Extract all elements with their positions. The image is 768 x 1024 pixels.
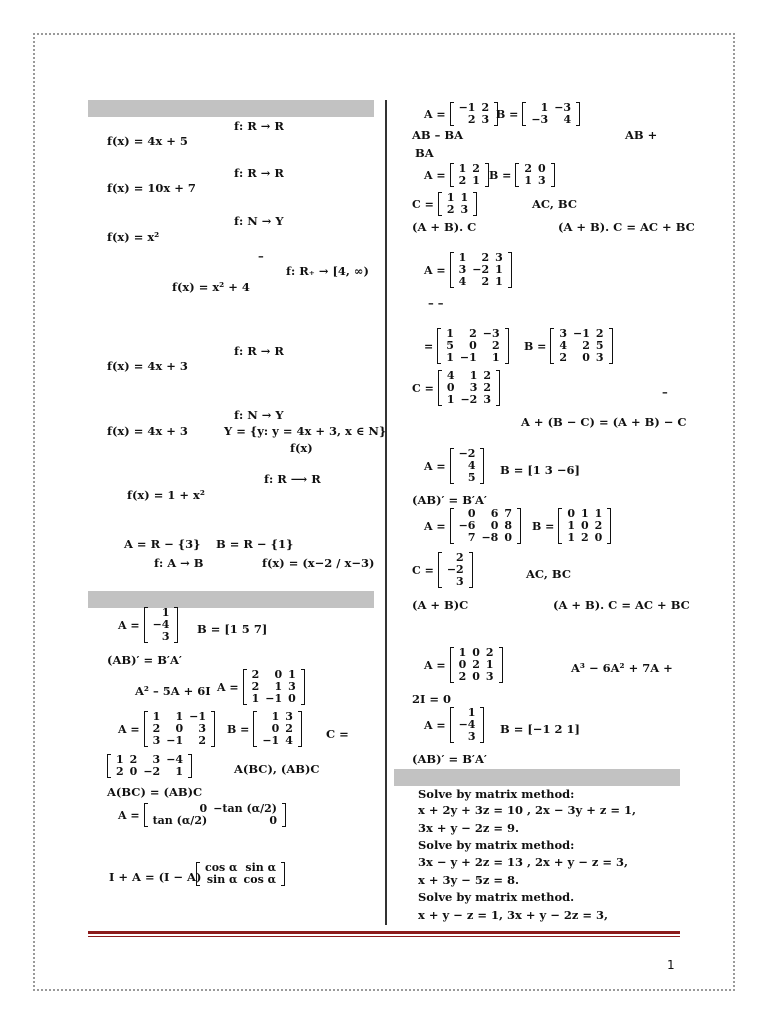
matrix-cell: −2 — [458, 447, 476, 460]
matrix-cell: 3 — [458, 263, 467, 276]
matrix-cell: 0 — [271, 722, 280, 735]
matrix-cell: 5 — [467, 471, 476, 484]
math-line: AB + — [625, 128, 658, 142]
matrix-cell: 1 — [161, 606, 170, 619]
matrix-cell: 2 — [524, 162, 532, 175]
matrix-cell: 1 — [495, 263, 503, 276]
left-bracket — [144, 803, 148, 827]
matrix-cell: 1 — [116, 753, 124, 766]
matrix-cell: tan (α/2) — [152, 814, 208, 827]
matrix-cell: 2 — [198, 734, 206, 747]
matrix-cell: 1 — [460, 191, 469, 204]
math-line: B = [1 3 −6] — [500, 463, 580, 477]
matrix-cell: −2 — [446, 563, 464, 576]
matrix-cell: 1 — [274, 680, 283, 693]
matrix-cell: 1 — [594, 507, 603, 520]
matrix-cell: 1 — [467, 706, 476, 719]
matrix-cell: −2 — [143, 765, 161, 778]
right-bracket — [282, 803, 286, 827]
math-line: AC, BC — [532, 197, 577, 211]
math-line: Solve by matrix method: — [418, 838, 575, 852]
math-line: 3x + y − 2z = 9. — [418, 821, 520, 835]
right-bracket — [576, 102, 580, 126]
matrix — [524, 328, 613, 364]
matrix-cell: −4 — [166, 753, 184, 766]
matrix-cell: 3 — [198, 722, 206, 735]
matrix-cell: 0 — [582, 351, 590, 364]
left-bracket — [437, 328, 441, 364]
matrix-cell: 0 — [490, 519, 499, 532]
matrix-cell: 1 — [271, 710, 280, 723]
math-line: f(x) = 4x + 3 — [107, 359, 188, 373]
matrix-cell: 0 — [458, 658, 467, 671]
page-number: 1 — [667, 958, 675, 972]
matrix-cell: −1 — [459, 351, 477, 364]
matrix-cell: 2 — [582, 339, 590, 352]
left-bracket — [450, 163, 454, 187]
right-bracket — [551, 163, 555, 187]
matrix-cell: 1 — [524, 174, 532, 187]
matrix — [424, 328, 509, 364]
matrix — [424, 102, 498, 126]
matrix-cell: 3 — [161, 630, 170, 643]
matrix-cell: 3 — [285, 710, 293, 723]
left-bracket — [550, 328, 554, 364]
matrix-cell: 1 — [251, 692, 260, 705]
math-line: C = — [326, 727, 349, 741]
matrix-label: A = — [217, 680, 239, 694]
matrix-cell: 1 — [446, 351, 454, 364]
matrix — [424, 508, 521, 544]
left-bracket — [144, 711, 148, 747]
matrix-cell: 2 — [481, 275, 490, 288]
matrix — [496, 102, 580, 126]
matrix-label: B = — [532, 519, 555, 533]
matrix-cell: 5 — [446, 339, 454, 352]
math-line: B = [1 5 7] — [197, 622, 268, 636]
matrix — [107, 754, 192, 778]
matrix-cell: 0 — [199, 802, 208, 815]
matrix-cell: 0 — [472, 646, 480, 659]
matrix-cell: 0 — [504, 531, 512, 544]
math-line: f: N → Y — [234, 214, 284, 228]
matrix-cell: 1 — [446, 191, 455, 204]
matrix-cell: 2 — [481, 251, 490, 264]
math-line: Solve by matrix method. — [418, 890, 575, 904]
matrix-cell: 1 — [458, 646, 467, 659]
matrix-cell: 3 — [595, 351, 604, 364]
left-bracket — [243, 669, 247, 705]
math-line: f(x) — [290, 441, 313, 455]
matrix — [424, 163, 489, 187]
right-bracket — [505, 328, 509, 364]
matrix-cell: 3 — [559, 327, 567, 340]
matrix-cell: 4 — [285, 734, 293, 747]
right-bracket — [211, 711, 215, 747]
matrix-label: A = — [118, 722, 140, 736]
matrix-cell: 4 — [467, 459, 476, 472]
matrix-cell: 4 — [446, 369, 455, 382]
math-line: f(x) = 4x + 5 — [107, 134, 188, 148]
math-line: f: A → B — [154, 556, 204, 570]
matrix-cell: 2 — [446, 203, 455, 216]
left-bracket — [438, 370, 442, 406]
matrix-cell: −3 — [554, 101, 572, 114]
matrix-cell: 3 — [469, 381, 478, 394]
matrix-cell: −2 — [460, 393, 478, 406]
page-border — [33, 33, 735, 991]
matrix-cell: 3 — [467, 730, 476, 743]
matrix-label: B = — [489, 168, 512, 182]
matrix-cell: 2 — [458, 174, 467, 187]
left-bracket — [450, 448, 454, 484]
left-bracket — [515, 163, 519, 187]
math-line: f: R → R — [234, 344, 284, 358]
matrix-cell: 2 — [469, 327, 477, 340]
matrix-cell: 5 — [595, 339, 604, 352]
matrix — [118, 711, 215, 747]
math-line: Y = {y: y = 4x + 3, x ∈ N} — [224, 424, 387, 438]
matrix-cell: 1 — [458, 251, 467, 264]
matrix-cell: 0 — [472, 670, 480, 683]
right-bracket — [609, 328, 613, 364]
matrix-cell: 4 — [458, 275, 467, 288]
math-line: – — [662, 385, 668, 399]
matrix-cell: 2 — [481, 101, 490, 114]
matrix-cell: 0 — [594, 531, 603, 544]
math-line: A(BC), (AB)C — [234, 762, 320, 776]
math-line: A = R − {3} — [124, 537, 201, 551]
matrix — [412, 370, 500, 406]
matrix-cell: −3 — [531, 113, 549, 126]
matrix-cell: 0 — [538, 162, 546, 175]
math-line: f(x) = x² — [107, 230, 160, 244]
left-bracket — [522, 102, 526, 126]
matrix-cell: 2 — [251, 668, 260, 681]
matrix-cell: 0 — [581, 519, 589, 532]
matrix — [217, 669, 305, 705]
matrix — [532, 508, 611, 544]
matrix — [489, 163, 555, 187]
math-line: B = [−1 2 1] — [500, 722, 580, 736]
matrix-cell: 1 — [152, 710, 161, 723]
matrix-cell: 0 — [567, 507, 575, 520]
matrix-cell: sin α — [206, 873, 238, 886]
math-line: f(x) = 1 + x² — [127, 488, 205, 502]
right-bracket — [480, 707, 484, 743]
right-bracket — [174, 607, 178, 643]
matrix-cell: 1 — [446, 393, 455, 406]
right-bracket — [508, 252, 512, 288]
matrix-cell: 0 — [274, 668, 283, 681]
math-line: BA — [415, 146, 434, 160]
math-line: (A + B). C — [412, 220, 477, 234]
left-bracket — [144, 607, 148, 643]
left-bracket — [450, 102, 454, 126]
matrix — [424, 647, 503, 683]
matrix-cell: 0 — [288, 692, 296, 705]
matrix-cell: −1 — [265, 692, 283, 705]
matrix-cell: 2 — [472, 658, 480, 671]
section-header-bar — [394, 769, 680, 786]
matrix-cell: 1 — [288, 668, 296, 681]
matrix-label: A = — [424, 459, 446, 473]
math-line: f: N → Y — [234, 408, 284, 422]
section-header-bar — [88, 100, 374, 117]
matrix-cell: 3 — [456, 575, 464, 588]
matrix-cell: 2 — [251, 680, 260, 693]
matrix — [227, 711, 302, 747]
matrix — [118, 803, 286, 827]
matrix — [424, 252, 512, 288]
math-line: f(x) = 10x + 7 — [107, 181, 196, 195]
math-line: A(BC) = (AB)C — [107, 785, 203, 799]
matrix-cell: 4 — [559, 339, 567, 352]
math-line: x + 3y − 5z = 8. — [418, 873, 520, 887]
matrix-cell: −1 — [458, 101, 476, 114]
matrix-label: = — [424, 339, 434, 353]
matrix-cell: −8 — [481, 531, 499, 544]
matrix-cell: 2 — [595, 327, 604, 340]
math-line: 3x − y + 2z = 13 , 2x + y − z = 3, — [418, 855, 629, 869]
matrix-cell: 3 — [152, 753, 161, 766]
matrix-cell: 2 — [559, 351, 567, 364]
math-line: (A + B). C = AC + BC — [553, 598, 690, 612]
matrix-label: A = — [424, 168, 446, 182]
math-line: (AB)′ = B′A′ — [412, 493, 487, 507]
math-line: f: R → R — [234, 166, 284, 180]
matrix-cell: 3 — [483, 393, 491, 406]
matrix-cell: 3 — [485, 670, 494, 683]
matrix-cell: 0 — [446, 381, 455, 394]
right-bracket — [188, 754, 192, 778]
matrix-cell: cos α — [205, 861, 238, 874]
matrix-cell: −2 — [472, 263, 490, 276]
matrix-cell: −1 — [166, 734, 184, 747]
matrix-label: A = — [424, 658, 446, 672]
matrix-label: B = — [496, 107, 519, 121]
matrix — [196, 862, 285, 886]
matrix-cell: 7 — [504, 507, 512, 520]
matrix-cell: 4 — [563, 113, 572, 126]
matrix-cell: 3 — [481, 113, 490, 126]
matrix-cell: cos α — [243, 873, 277, 886]
math-line: f: R ⟶ R — [264, 472, 321, 486]
matrix-cell: 2 — [491, 339, 500, 352]
matrix — [424, 448, 484, 484]
matrix-cell: 2 — [594, 519, 603, 532]
matrix-cell: −1 — [573, 327, 590, 340]
matrix-cell: 1 — [175, 765, 184, 778]
matrix — [412, 552, 473, 588]
matrix-cell: 7 — [467, 531, 476, 544]
math-line: 2I = 0 — [412, 692, 452, 706]
matrix-label: A = — [424, 519, 446, 533]
math-line: f(x) = x² + 4 — [172, 280, 250, 294]
math-line: (AB)′ = B′A′ — [107, 653, 182, 667]
matrix-cell: 0 — [129, 765, 138, 778]
matrix-cell: 2 — [129, 753, 138, 766]
right-bracket — [607, 508, 611, 544]
matrix-cell: 2 — [116, 765, 124, 778]
matrix-cell: −4 — [152, 618, 170, 631]
matrix-cell: 2 — [467, 113, 476, 126]
matrix-cell: 1 — [175, 710, 184, 723]
left-bracket — [438, 552, 442, 588]
matrix-label: A = — [118, 808, 140, 822]
matrix — [412, 192, 477, 216]
math-line: A³ − 6A² + 7A + — [571, 661, 673, 675]
matrix-cell: 2 — [456, 551, 464, 564]
right-bracket — [499, 647, 503, 683]
matrix-label: B = — [227, 722, 250, 736]
matrix-cell: 2 — [458, 670, 467, 683]
math-line: f(x) = 4x + 3 — [107, 424, 188, 438]
matrix-label: A = — [424, 718, 446, 732]
left-bracket — [196, 862, 200, 886]
matrix-cell: 3 — [538, 174, 546, 187]
math-line: x + y − z = 1, 3x + y − 2z = 3, — [418, 908, 609, 922]
matrix-cell: 0 — [175, 722, 184, 735]
left-bracket — [558, 508, 562, 544]
math-line: – — [258, 249, 264, 263]
matrix-cell: 2 — [152, 722, 161, 735]
column-divider — [385, 100, 387, 925]
math-line: Solve by matrix method: — [418, 787, 575, 801]
math-line: – – — [428, 296, 444, 310]
math-line: B = R − {1} — [216, 537, 294, 551]
matrix-cell: 1 — [458, 162, 467, 175]
math-line: A² – 5A + 6I — [135, 684, 211, 698]
matrix-cell: 3 — [152, 734, 161, 747]
right-bracket — [517, 508, 521, 544]
matrix-cell: 2 — [472, 162, 480, 175]
matrix-cell: 1 — [491, 351, 500, 364]
matrix-cell: 2 — [485, 646, 494, 659]
matrix-cell: 1 — [472, 174, 480, 187]
matrix-cell: −6 — [458, 519, 476, 532]
matrix-cell: −3 — [482, 327, 500, 340]
footer-rule — [88, 931, 680, 934]
matrix-cell: 3 — [460, 203, 469, 216]
matrix-cell: 1 — [581, 507, 589, 520]
left-bracket — [253, 711, 257, 747]
matrix-cell: 0 — [269, 814, 277, 827]
matrix-cell: 1 — [469, 369, 478, 382]
math-line: AB – BA — [412, 128, 464, 142]
matrix-cell: sin α — [245, 861, 277, 874]
left-bracket — [450, 252, 454, 288]
matrix-cell: 1 — [567, 519, 575, 532]
math-line: x + 2y + 3z = 10 , 2x − 3y + z = 1, — [418, 803, 637, 817]
right-bracket — [496, 370, 500, 406]
right-bracket — [301, 669, 305, 705]
left-bracket — [450, 508, 454, 544]
left-bracket — [107, 754, 111, 778]
matrix-cell: 6 — [490, 507, 499, 520]
matrix-cell: −1 — [189, 710, 206, 723]
matrix-label: C = — [412, 197, 434, 211]
footer-rule — [88, 936, 680, 937]
matrix-cell: 8 — [504, 519, 512, 532]
math-line: (A + B)C — [412, 598, 469, 612]
matrix-cell: 1 — [485, 658, 494, 671]
matrix-cell: 1 — [495, 275, 503, 288]
math-line: (A + B). C = AC + BC — [558, 220, 695, 234]
left-bracket — [450, 647, 454, 683]
matrix-cell: 2 — [285, 722, 293, 735]
math-line: AC, BC — [526, 567, 571, 581]
matrix-cell: 2 — [483, 381, 491, 394]
matrix-cell: 0 — [469, 339, 477, 352]
math-line: f: R₊ → [4, ∞) — [286, 264, 369, 278]
matrix-label: C = — [412, 381, 434, 395]
math-line: f(x) = (x−2 / x−3) — [262, 556, 375, 570]
matrix-cell: 2 — [483, 369, 491, 382]
math-line: I + A = (I − A) — [109, 870, 202, 884]
section-header-bar — [88, 591, 374, 608]
matrix — [424, 707, 484, 743]
matrix-cell: 1 — [567, 531, 575, 544]
matrix-cell: −tan (α/2) — [213, 802, 277, 815]
math-line: f: R → R — [234, 119, 284, 133]
matrix-cell: 1 — [446, 327, 454, 340]
matrix-cell: 3 — [288, 680, 296, 693]
matrix-cell: −4 — [458, 718, 476, 731]
right-bracket — [480, 448, 484, 484]
matrix-label: C = — [412, 563, 434, 577]
left-bracket — [450, 707, 454, 743]
left-bracket — [438, 192, 442, 216]
right-bracket — [298, 711, 302, 747]
matrix — [118, 607, 178, 643]
matrix-label: B = — [524, 339, 547, 353]
matrix-label: A = — [118, 618, 140, 632]
matrix-cell: 1 — [540, 101, 549, 114]
right-bracket — [473, 192, 477, 216]
matrix-label: A = — [424, 107, 446, 121]
right-bracket — [469, 552, 473, 588]
math-line: A + (B − C) = (A + B) − C — [521, 415, 687, 429]
math-line: (AB)′ = B′A′ — [412, 752, 487, 766]
matrix-cell: 3 — [495, 251, 503, 264]
right-bracket — [281, 862, 285, 886]
matrix-cell: 0 — [467, 507, 476, 520]
matrix-cell: 2 — [581, 531, 589, 544]
matrix-cell: −1 — [262, 734, 280, 747]
matrix-label: A = — [424, 263, 446, 277]
